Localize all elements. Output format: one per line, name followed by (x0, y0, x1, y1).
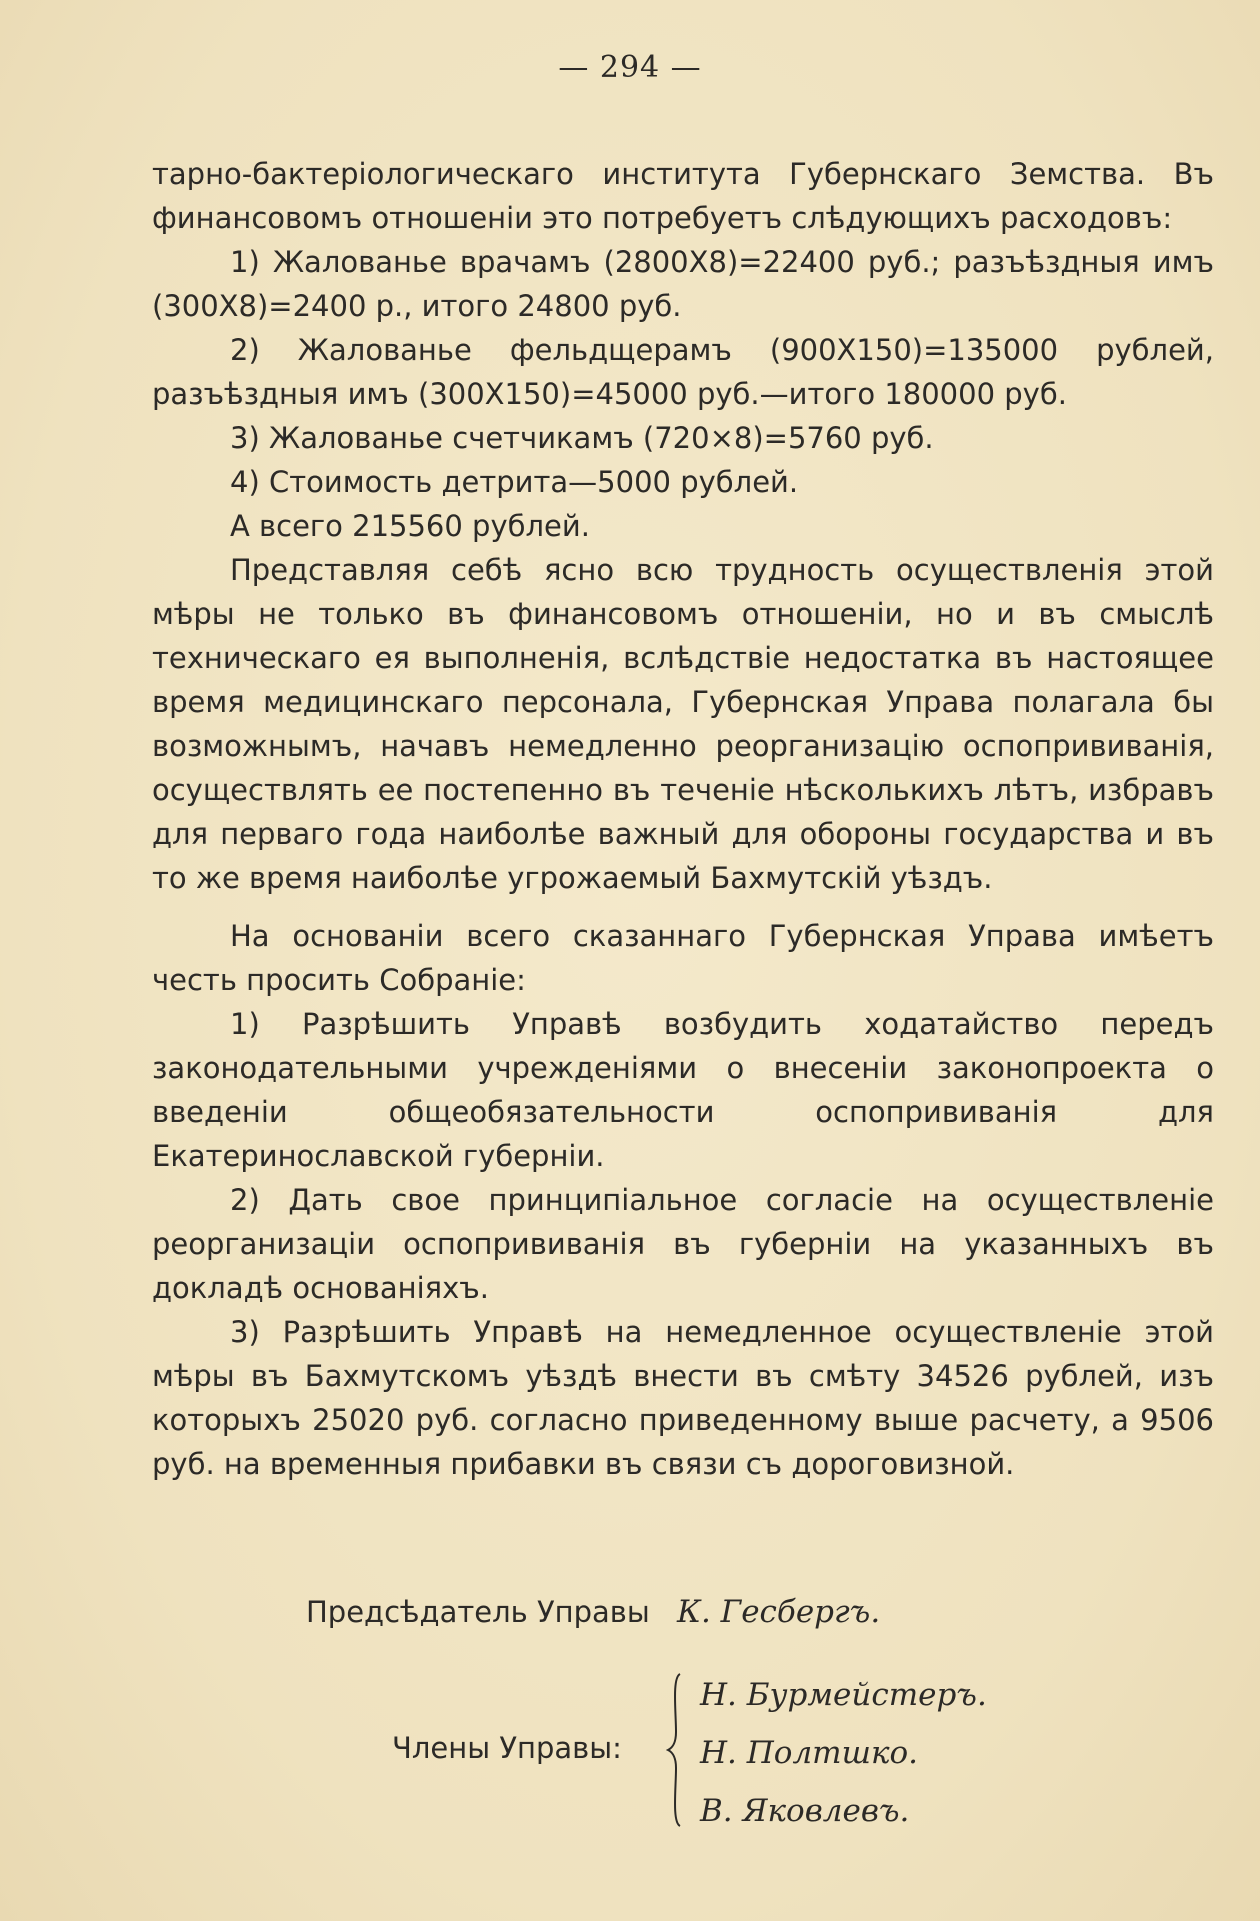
paragraph: 1) Жалованье врачамъ (2800Х8)=22400 руб.; разъѣздныя имъ (300Х8)=2400 р., итого 24800 руб. (152, 245, 1214, 323)
paragraph: Представляя себѣ ясно всю трудность осуществленія этой мѣры не только въ финансовомъ отношеніи, но и въ смыслѣ техническаго ея выполненія, вслѣдствіе недостатка въ настоящее время медицинскаго персонала, Губернская Управа полагала бы возможнымъ, начавъ немедленно реорганизацію оспопрививанія, осуществлять ее постепенно въ теченіе нѣсколькихъ лѣтъ, избравъ для перваго года наиболѣе важный для обороны государства и въ то же время наиболѣе угрожаемый Бахмутскій уѣздъ. (152, 553, 1214, 895)
members-label: Члены Управы: (392, 1731, 622, 1765)
page-number: — 294 — (558, 50, 702, 85)
paragraph: 2) Жалованье фельдщерамъ (900Х150)=135000 рублей, разъѣздныя имъ (300Х150)=45000 руб.—итого 180000 руб. (152, 333, 1214, 411)
paragraph: 3) Жалованье счетчикамъ (720×8)=5760 руб. (230, 421, 934, 455)
paragraph: 1) Разрѣшить Управѣ возбудить ходатайство передъ законодательными учрежденіями о внесеніи законопроекта о введеніи общеобязательности оспопрививанія для Екатеринославской губерніи. (152, 1007, 1214, 1173)
member-name: Н. Бурмейстеръ. (700, 1677, 987, 1713)
body-text (152, 152, 1214, 1486)
paragraph: тарно-бактеріологическаго института Губернскаго Земства. Въ финансовомъ отношеніи это потребуетъ слѣдующихъ расходовъ: (152, 157, 1214, 235)
paragraph: 2) Дать свое принципіальное согласіе на осуществленіе реорганизаціи оспопрививанія въ губерніи на указанныхъ въ докладѣ основаніяхъ. (152, 1183, 1214, 1305)
chairman-signature-line (306, 1590, 880, 1634)
chairman-name: К. Гесбергъ. (676, 1594, 881, 1630)
paragraph: 4) Стоимость детрита—5000 рублей. (230, 465, 799, 499)
paragraph: А всего 215560 рублей. (230, 509, 590, 543)
curly-brace-icon (666, 1672, 686, 1828)
members-list (700, 1666, 987, 1840)
paragraph: На основаніи всего сказаннаго Губернская Управа имѣетъ честь просить Собраніе: (152, 919, 1214, 997)
member-name: В. Яковлевъ. (700, 1793, 910, 1829)
paragraph: 3) Разрѣшить Управѣ на немедленное осуществленіе этой мѣры въ Бахмутскомъ уѣздѣ внести въ смѣту 34526 рублей, изъ которыхъ 25020 руб. согласно приведенному выше расчету, а 9506 руб. на временныя прибавки въ связи съ дороговизной. (152, 1315, 1214, 1481)
member-name: Н. Полтшко. (700, 1735, 918, 1771)
chairman-label: Предсѣдатель Управы (306, 1595, 650, 1629)
